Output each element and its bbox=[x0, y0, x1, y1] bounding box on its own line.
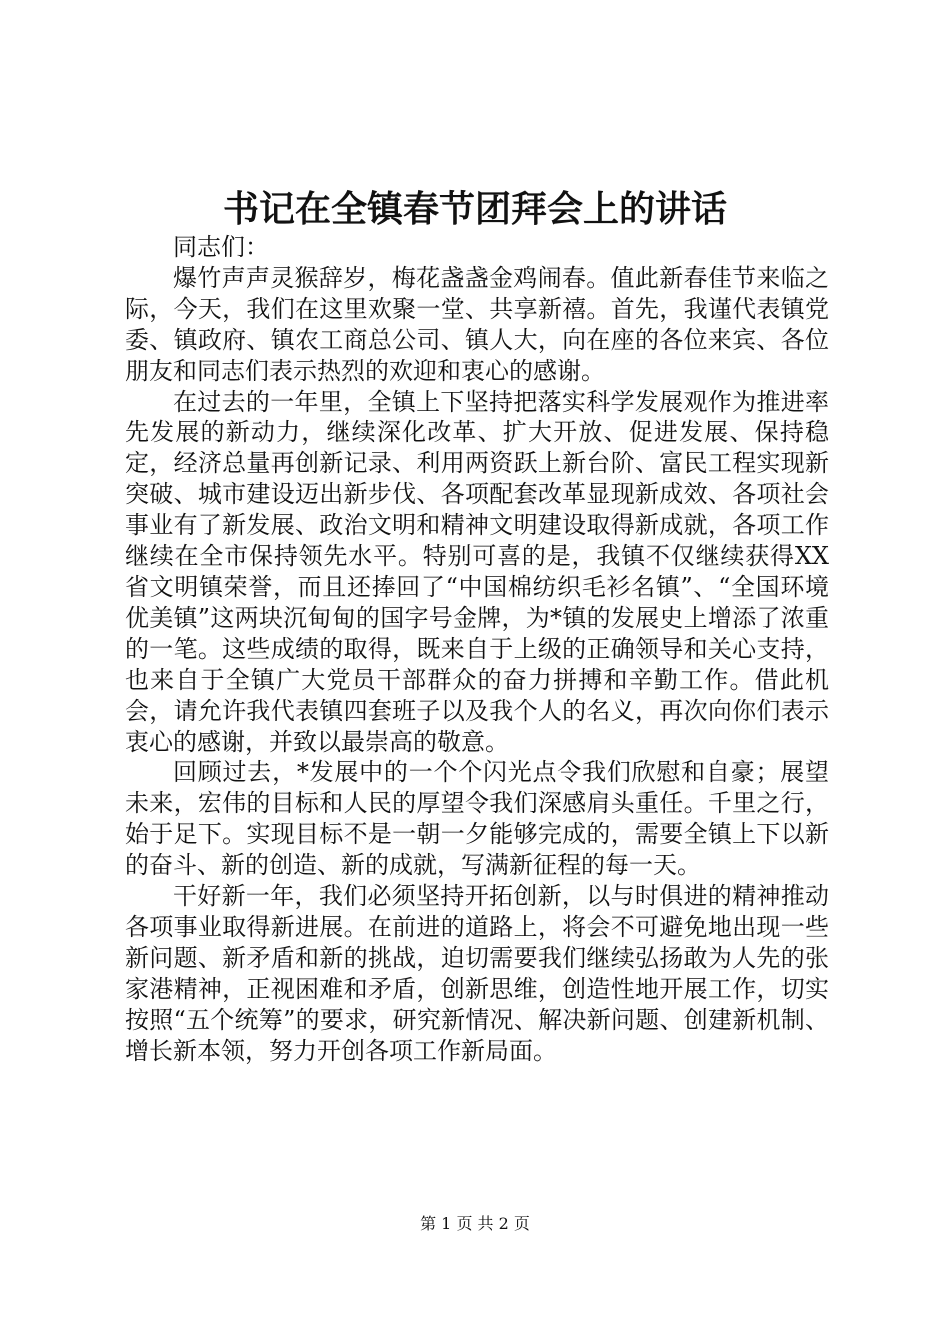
paragraph: 在过去的一年里，全镇上下坚持把落实科学发展观作为推进率先发展的新动力，继续深化改革、扩大开放、促进发展、保持稳定，经济总量再创新记录、利用两资跃上新台阶、富民工程实现新突破、城市建设迈出新步伐、各项配套改革显现新成效、各项社会事业有了新发展、政治文明和精神文明建设取得新成就，各项工作继续在全市保持领先水平。特别可喜的是，我镇不仅继续获得XX省文明镇荣誉，而且还捧回了“中国棉纺织毛衫名镇”、“全国环境优美镇”这两块沉甸甸的国字号金牌，为*镇的发展史上增添了浓重的一笔。这些成绩的取得，既来自于上级的正确领导和关心支持，也来自于全镇广大党员干部群众的奋力拼搏和辛勤工作。借此机会，请允许我代表镇四套班子以及我个人的名义，再次向你们表示衷心的感谢，并致以最崇高的敬意。 bbox=[125, 387, 829, 756]
document-body bbox=[125, 232, 829, 1066]
salutation: 同志们： bbox=[173, 233, 269, 261]
document-title: 书记在全镇春节团拜会上的讲话 bbox=[222, 189, 727, 230]
paragraph: 回顾过去，*发展中的一个个闪光点令我们欣慰和自豪；展望未来，宏伟的目标和人民的厚望令我们深感肩头重任。千里之行，始于足下。实现目标不是一朝一夕能够完成的，需要全镇上下以新的奋斗、新的创造、新的成就，写满新征程的每一天。 bbox=[125, 758, 829, 880]
paragraph: 爆竹声声灵猴辞岁，梅花盏盏金鸡闹春。值此新春佳节来临之际，今天，我们在这里欢聚一堂、共享新禧。首先，我谨代表镇党委、镇政府、镇农工商总公司、镇人大，向在座的各位来宾、各位朋友和同志们表示热烈的欢迎和衷心的感谢。 bbox=[125, 263, 829, 385]
page-footer: 第 1 页 共 2 页 bbox=[420, 1214, 530, 1233]
paragraph: 干好新一年，我们必须坚持开拓创新，以与时俱进的精神推动各项事业取得新进展。在前进的道路上，将会不可避免地出现一些新问题、新矛盾和新的挑战，迫切需要我们继续弘扬敢为人先的张家港精神，正视困难和矛盾，创新思维，创造性地开展工作，切实按照“五个统筹”的要求，研究新情况、解决新问题、创建新机制、增长新本领，努力开创各项工作新局面。 bbox=[125, 882, 829, 1065]
